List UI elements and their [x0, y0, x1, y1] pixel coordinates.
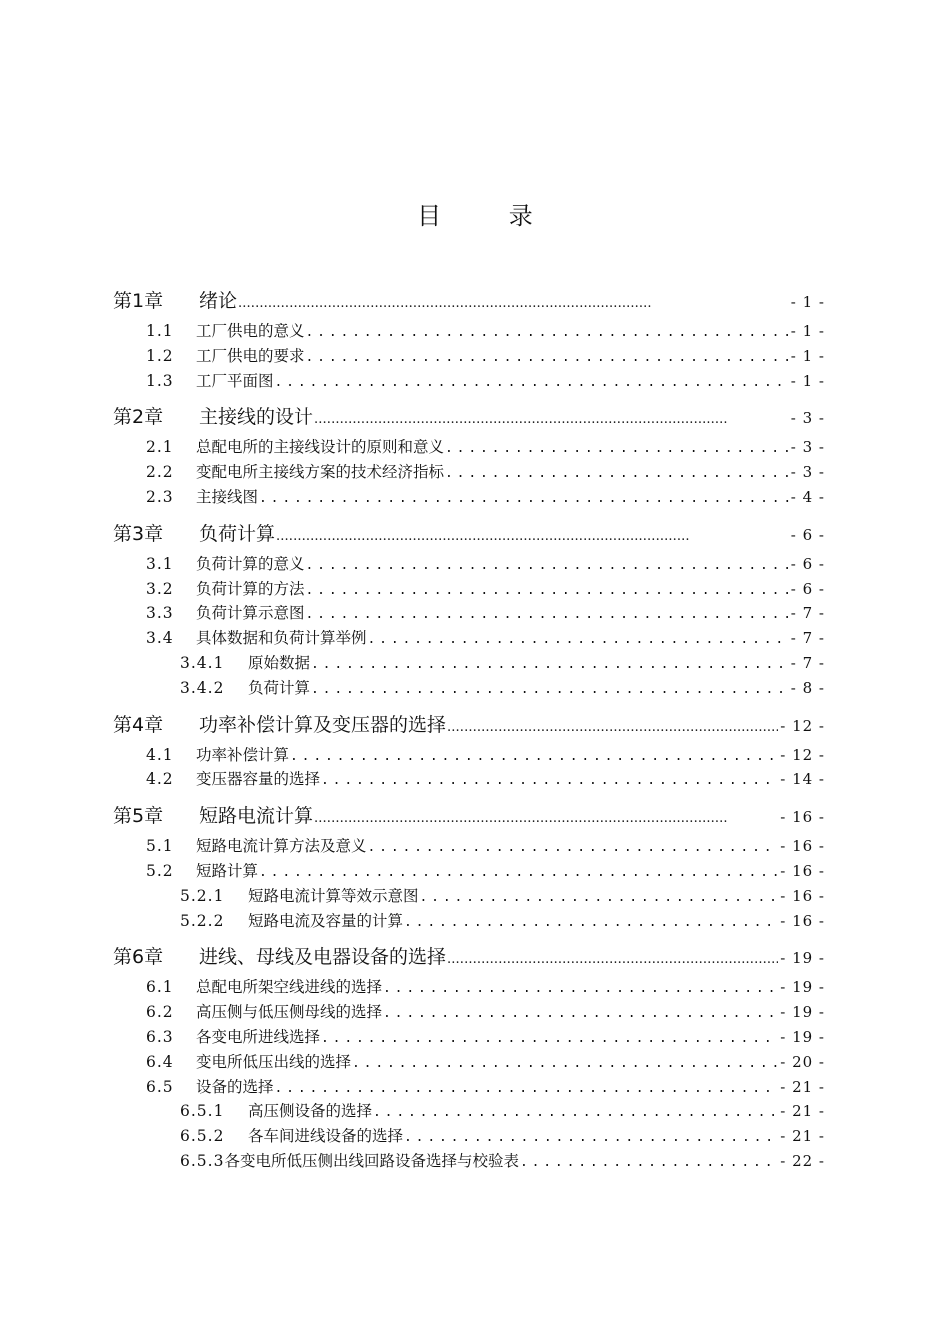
entry-title: 变电所低压出线的选择	[196, 1052, 352, 1071]
entry-number: 2.3	[146, 487, 174, 506]
entry-page-number: - 22 -	[780, 1151, 825, 1170]
entry-label	[146, 601, 305, 626]
entry-label	[146, 577, 305, 602]
entry-page-number: - 16 -	[780, 808, 825, 827]
toc-section-entry[interactable]	[146, 552, 825, 577]
entry-page-number: - 21 -	[780, 1077, 825, 1096]
entry-title: 短路计算	[196, 861, 259, 880]
dot-leader	[314, 801, 778, 837]
entry-page-number: - 1 -	[790, 293, 825, 311]
entry-title: 进线、母线及电器设备的选择	[199, 946, 447, 969]
dot-leader	[306, 554, 789, 579]
toc-chapter-entry[interactable]	[113, 399, 825, 435]
entry-number: 6.4	[146, 1052, 174, 1071]
toc-section-entry[interactable]	[146, 577, 825, 602]
entry-page-number: - 19 -	[780, 1027, 825, 1046]
toc-title: 目 录	[417, 202, 563, 230]
dot-leader	[373, 1101, 778, 1126]
entry-page-number: - 7 -	[790, 604, 825, 623]
entry-page-number: - 1 -	[790, 371, 825, 390]
dot-leader	[368, 836, 779, 861]
entry-label	[180, 1099, 372, 1124]
entry-label	[180, 651, 310, 676]
entry-number: 5.2.2	[180, 911, 225, 930]
entry-title: 各车间进线设备的选择	[248, 1127, 404, 1146]
entry-label	[146, 369, 274, 394]
toc-section-entry[interactable]	[146, 369, 825, 394]
toc-chapter-entry[interactable]	[113, 798, 825, 834]
toc-section-entry[interactable]	[146, 319, 825, 344]
toc-section-entry[interactable]	[146, 1025, 825, 1050]
entry-page-number: - 6 -	[790, 579, 825, 598]
dot-leader	[321, 1027, 778, 1052]
entry-number: 4.2	[146, 770, 174, 789]
entry-page-number: - 21 -	[780, 1127, 825, 1146]
entry-title: 主接线的设计	[199, 406, 314, 429]
toc-section-entry[interactable]	[146, 859, 825, 884]
entry-number: 第2章	[113, 406, 164, 429]
entry-title: 设备的选择	[196, 1077, 274, 1096]
entry-label	[180, 676, 310, 701]
dot-leader	[383, 1002, 778, 1027]
entry-title: 负荷计算	[248, 678, 311, 697]
entry-title: 变配电所主接线方案的技术经济指标	[196, 463, 445, 482]
entry-label	[113, 399, 313, 435]
dot-leader	[445, 462, 789, 487]
entry-page-number: - 16 -	[780, 911, 825, 930]
toc-section-entry[interactable]	[146, 975, 825, 1000]
entry-number: 第6章	[113, 946, 164, 969]
entry-label	[146, 834, 367, 859]
entry-label	[146, 344, 305, 369]
entry-title: 功率补偿计算	[196, 745, 290, 764]
entry-label	[180, 909, 403, 934]
toc-section-entry[interactable]	[146, 435, 825, 460]
entry-page-number: - 16 -	[780, 861, 825, 880]
entry-title: 短路电流计算	[199, 805, 314, 828]
dot-leader	[259, 861, 778, 886]
dot-leader	[314, 402, 789, 438]
entry-title: 工厂平面图	[196, 371, 274, 390]
entry-page-number: - 1 -	[790, 346, 825, 365]
dot-leader	[275, 1077, 779, 1102]
entry-title: 短路电流计算方法及意义	[196, 837, 367, 856]
entry-page-number: - 16 -	[780, 886, 825, 905]
entry-number: 3.1	[146, 554, 174, 573]
entry-title: 总配电所的主接线设计的原则和意义	[196, 438, 445, 457]
dot-leader	[238, 286, 789, 322]
toc-section-entry[interactable]	[146, 1050, 825, 1075]
entry-number: 6.5.3	[180, 1151, 225, 1170]
toc-section-entry[interactable]	[146, 626, 825, 651]
entry-title: 总配电所架空线进线的选择	[196, 978, 383, 997]
toc-chapter-entry[interactable]	[113, 516, 825, 552]
dot-leader	[306, 346, 789, 371]
entry-number: 2.2	[146, 463, 174, 482]
entry-page-number: - 3 -	[790, 438, 825, 457]
dot-leader	[368, 628, 789, 653]
toc-chapter-entry[interactable]	[113, 283, 825, 319]
entry-page-number: - 3 -	[790, 409, 825, 428]
entry-page-number: - 16 -	[780, 837, 825, 856]
entry-label	[146, 319, 305, 344]
dot-leader	[447, 710, 778, 746]
entry-title: 短路电流及容量的计算	[248, 911, 404, 930]
entry-title: 短路电流计算等效示意图	[248, 886, 419, 905]
entry-page-number: - 14 -	[780, 770, 825, 789]
toc-subsection-entry[interactable]	[180, 1149, 825, 1174]
dot-leader	[404, 1126, 778, 1151]
dot-leader	[290, 745, 778, 770]
toc-chapter-entry[interactable]	[113, 939, 825, 975]
dot-leader	[321, 769, 778, 794]
dot-leader	[275, 371, 789, 396]
entry-label	[146, 1050, 351, 1075]
entry-label	[146, 485, 258, 510]
entry-label	[113, 516, 275, 552]
entry-number: 6.1	[146, 978, 174, 997]
entry-title: 具体数据和负荷计算举例	[196, 629, 367, 648]
entry-page-number: - 1 -	[790, 322, 825, 340]
entry-label	[180, 1124, 403, 1149]
entry-label	[180, 1149, 519, 1174]
entry-page-number: - 6 -	[790, 554, 825, 573]
entry-page-number: - 8 -	[790, 678, 825, 697]
toc-section-entry[interactable]	[146, 767, 825, 792]
toc-section-entry[interactable]	[146, 344, 825, 369]
entry-title: 工厂供电的要求	[196, 346, 305, 365]
entry-title: 负荷计算的意义	[196, 554, 305, 573]
toc-section-entry[interactable]	[146, 460, 825, 485]
entry-number: 1.3	[146, 371, 174, 390]
entry-label	[146, 975, 382, 1000]
entry-page-number: - 4 -	[790, 487, 825, 506]
entry-number: 3.2	[146, 579, 174, 598]
entry-label	[146, 552, 305, 577]
entry-number: 5.2	[146, 861, 174, 880]
entry-label	[146, 859, 258, 884]
toc-subsection-entry[interactable]	[180, 884, 825, 909]
toc-subsection-entry[interactable]	[180, 1099, 825, 1124]
dot-leader	[311, 653, 789, 678]
entry-title: 各变电所低压侧出线回路设备选择与校验表	[224, 1151, 519, 1170]
entry-number: 第3章	[113, 522, 164, 545]
entry-number: 5.1	[146, 837, 174, 856]
toc-section-entry[interactable]	[146, 834, 825, 859]
entry-title: 高压侧与低压侧母线的选择	[196, 1003, 383, 1022]
entry-number: 第5章	[113, 805, 164, 828]
entry-number: 6.3	[146, 1027, 174, 1046]
toc-section-entry[interactable]	[146, 1075, 825, 1100]
entry-page-number: - 21 -	[780, 1102, 825, 1121]
toc-section-entry[interactable]	[146, 743, 825, 768]
entry-number: 6.2	[146, 1003, 174, 1022]
entry-label	[146, 626, 367, 651]
toc-list	[0, 283, 950, 1174]
entry-title: 原始数据	[248, 653, 311, 672]
entry-number: 3.4.1	[180, 653, 225, 672]
entry-title: 功率补偿计算及变压器的选择	[199, 713, 447, 736]
dot-leader	[420, 886, 779, 911]
entry-number: 1.2	[146, 346, 174, 365]
entry-number: 4.1	[146, 745, 174, 764]
entry-number: 3.4.2	[180, 678, 225, 697]
entry-page-number: - 12 -	[780, 716, 825, 735]
entry-number: 5.2.1	[180, 886, 225, 905]
entry-number: 第4章	[113, 713, 164, 736]
entry-label	[113, 939, 446, 975]
entry-label	[146, 435, 444, 460]
entry-label	[113, 798, 313, 834]
dot-leader	[520, 1151, 778, 1176]
entry-label	[113, 283, 237, 319]
entry-label	[146, 767, 320, 792]
dot-leader	[306, 321, 789, 346]
entry-number: 第1章	[113, 290, 164, 312]
dot-leader	[352, 1052, 778, 1077]
entry-number: 6.5.2	[180, 1127, 225, 1146]
toc-subsection-entry[interactable]	[180, 909, 825, 934]
toc-subsection-entry[interactable]	[180, 651, 825, 676]
dot-leader	[447, 942, 778, 978]
entry-page-number: - 7 -	[790, 653, 825, 672]
dot-leader	[306, 579, 789, 604]
entry-title: 工厂供电的意义	[196, 322, 305, 340]
dot-leader	[445, 437, 789, 462]
entry-title: 负荷计算	[199, 522, 276, 545]
toc-chapter-entry[interactable]	[113, 707, 825, 743]
entry-label	[146, 460, 444, 485]
dot-leader	[404, 911, 778, 936]
entry-number: 2.1	[146, 438, 174, 457]
entry-page-number: - 20 -	[780, 1052, 825, 1071]
entry-label	[180, 884, 419, 909]
entry-page-number: - 3 -	[790, 463, 825, 482]
entry-title: 变压器容量的选择	[196, 770, 321, 789]
entry-title: 绪论	[199, 290, 238, 312]
entry-title: 高压侧设备的选择	[248, 1102, 373, 1121]
entry-page-number: - 12 -	[780, 745, 825, 764]
entry-label	[146, 1025, 320, 1050]
entry-label	[146, 1000, 382, 1025]
toc-subsection-entry[interactable]	[180, 676, 825, 701]
dot-leader	[276, 519, 789, 555]
entry-label	[113, 707, 446, 743]
entry-title: 各变电所进线选择	[196, 1027, 321, 1046]
dot-leader	[306, 603, 789, 628]
dot-leader	[259, 487, 789, 512]
toc-subsection-entry[interactable]	[180, 1124, 825, 1149]
entry-page-number: - 6 -	[790, 525, 825, 544]
entry-label	[146, 1075, 274, 1100]
toc-section-entry[interactable]	[146, 1000, 825, 1025]
toc-section-entry[interactable]	[146, 485, 825, 510]
entry-title: 负荷计算的方法	[196, 579, 305, 598]
entry-page-number: - 19 -	[780, 1003, 825, 1022]
entry-title: 主接线图	[196, 487, 259, 506]
entry-page-number: - 19 -	[780, 978, 825, 997]
dot-leader	[383, 977, 778, 1002]
entry-number: 6.5	[146, 1077, 174, 1096]
entry-page-number: - 19 -	[780, 949, 825, 968]
entry-label	[146, 743, 289, 768]
entry-number: 1.1	[146, 322, 174, 340]
toc-section-entry[interactable]	[146, 601, 825, 626]
entry-number: 3.4	[146, 629, 174, 648]
entry-number: 6.5.1	[180, 1102, 225, 1121]
entry-page-number: - 7 -	[790, 629, 825, 648]
entry-number: 3.3	[146, 604, 174, 623]
dot-leader	[311, 678, 789, 703]
entry-title: 负荷计算示意图	[196, 604, 305, 623]
